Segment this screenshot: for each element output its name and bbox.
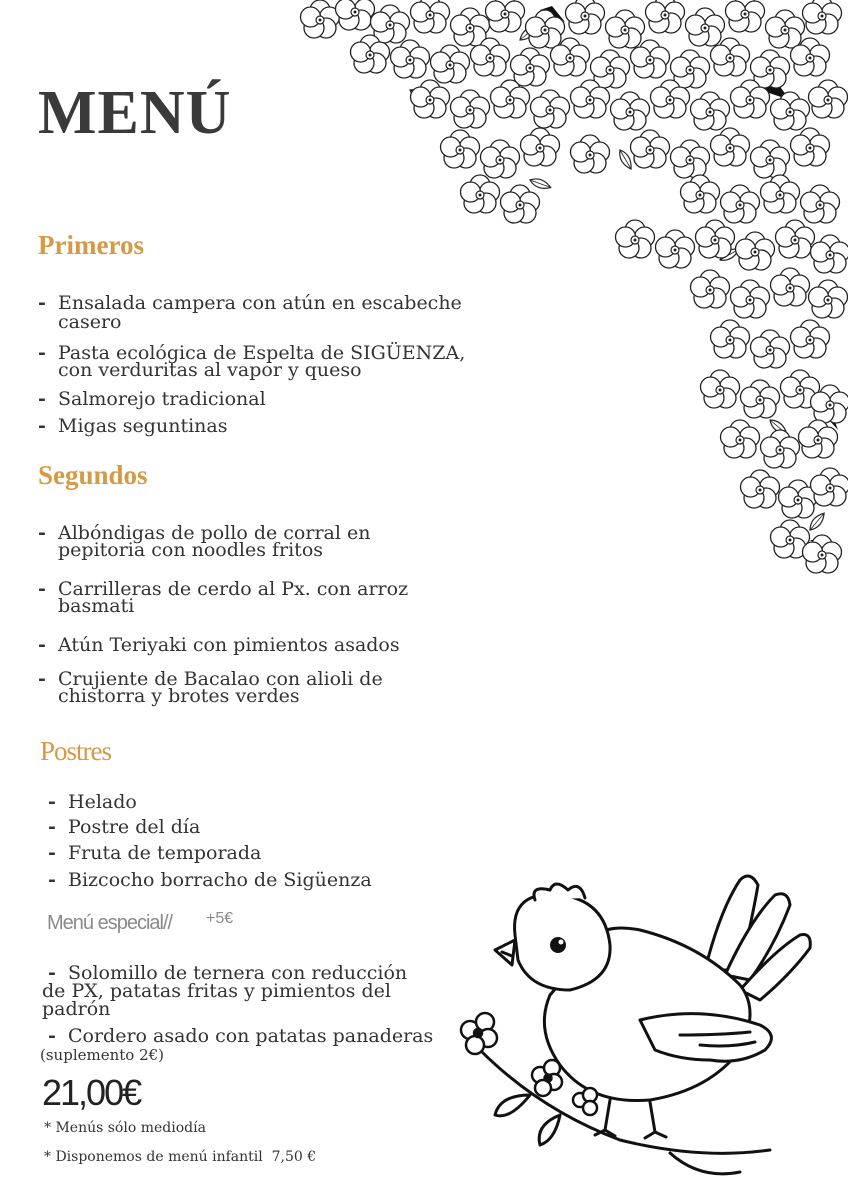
section-title-postres: Postres — [40, 736, 112, 766]
list-item: - Crujiente de Bacalao con alioli de chistorra y brotes verdes — [38, 668, 383, 707]
section-title-primeros: Primeros — [38, 230, 144, 260]
list-item: - Atún Teriyaki con pimientos asados — [38, 634, 400, 656]
flower-corner-illustration — [290, 0, 848, 575]
infantil-price: 7,50 € — [271, 1149, 317, 1165]
list-item: - Bizcocho borracho de Sigüenza — [48, 869, 372, 891]
note-infantil: * Disponemos de menú infantil 7,50 € — [44, 1149, 317, 1165]
list-item: - Salmorejo tradicional — [38, 388, 266, 410]
bird-on-branch-illustration — [440, 850, 840, 1180]
page-title: MENÚ — [38, 79, 232, 147]
special-menu-supplement: +5€ — [206, 910, 234, 927]
menu-price: 21,00€ — [42, 1072, 141, 1113]
special-menu-label: Menú especial// — [47, 912, 173, 934]
list-item: - Pasta ecológica de Espelta de SIGÜENZA, con verduritas al vapor y queso — [38, 342, 466, 381]
list-item: - Helado — [48, 791, 137, 813]
list-item: - Albóndigas de pollo de corral en pepitoria con noodles fritos — [38, 522, 371, 561]
section-title-segundos: Segundos — [38, 460, 148, 490]
list-item: - Carrilleras de cerdo al Px. con arroz basmati — [38, 578, 409, 617]
list-item: - Solomillo de ternera con reducción de PX, patatas fritas y pimientos del padrón — [42, 962, 408, 1020]
list-item: - Cordero asado con patatas panaderas (suplemento 2€) — [40, 1025, 434, 1064]
note-mediodia: * Menús sólo mediodía — [44, 1120, 206, 1136]
list-item: - Migas seguntinas — [38, 415, 228, 437]
list-item: - Ensalada campera con atún en escabeche casero — [38, 292, 462, 333]
list-item: - Fruta de temporada — [48, 842, 262, 864]
list-item: - Postre del día — [48, 816, 201, 838]
